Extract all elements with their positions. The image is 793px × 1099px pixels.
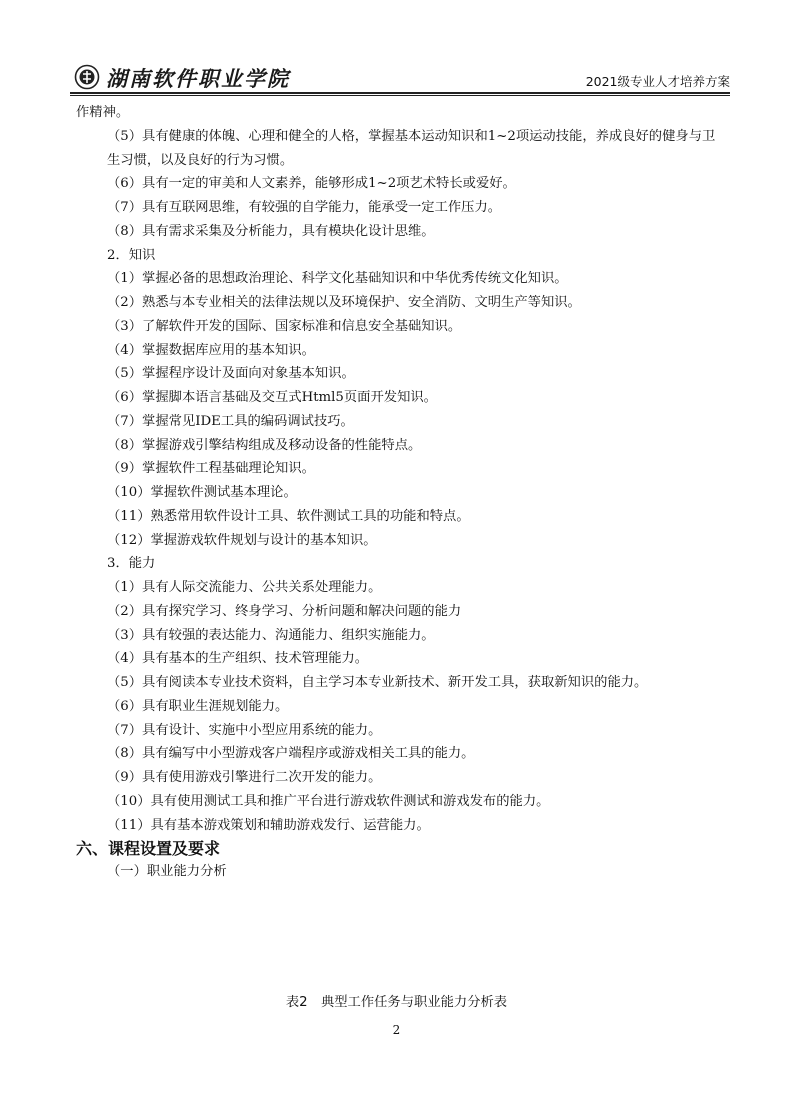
ability-item: （10）具有使用测试工具和推广平台进行游戏软件测试和游戏发布的能力。 (107, 793, 550, 809)
subsection-heading: （一）职业能力分析 (107, 864, 227, 880)
table-caption: 表2 典型工作任务与职业能力分析表 (285, 995, 508, 1010)
ability-item: （8）具有编写中小型游戏客户端程序或游戏相关工具的能力。 (107, 746, 475, 762)
ability-item: （5）具有阅读本专业技术资料，自主学习本专业新技术、新开发工具，获取新知识的能力。 (107, 675, 648, 690)
page-number: 2 (392, 1023, 401, 1037)
paragraph-continuation: 作精神。 (76, 105, 130, 120)
header-rule-thin (70, 95, 730, 96)
quality-item: （8）具有需求采集及分析能力，具有模块化设计思维。 (107, 223, 435, 239)
knowledge-item: （8）掌握游戏引擎结构组成及移动设备的性能特点。 (107, 437, 422, 453)
quality-item: （6）具有一定的审美和人文素养，能够形成1~2项艺术特长或爱好。 (107, 176, 516, 192)
ability-item: （9）具有使用游戏引擎进行二次开发的能力。 (107, 770, 382, 785)
ability-item: （11）具有基本游戏策划和辅助游戏发行、运营能力。 (107, 817, 430, 833)
ability-item: （7）具有设计、实施中小型应用系统的能力。 (107, 722, 382, 738)
knowledge-item: （5）掌握程序设计及面向对象基本知识。 (107, 366, 355, 382)
school-name: 湖南软件职业学院 (106, 66, 290, 91)
page-body (76, 101, 726, 884)
page-header (70, 62, 730, 96)
quality-item: （7）具有互联网思维，有较强的自学能力，能承受一定工作压力。 (107, 200, 502, 215)
knowledge-item: （12）掌握游戏软件规划与设计的基本知识。 (107, 532, 377, 548)
knowledge-item: （1）掌握必备的思想政治理论、科学文化基础知识和中华优秀传统文化知识。 (107, 271, 568, 287)
ability-heading: 3．能力 (107, 556, 156, 572)
knowledge-item: （2）熟悉与本专业相关的法律法规以及环境保护、安全消防、文明生产等知识。 (107, 295, 581, 310)
header-rule (70, 92, 730, 94)
knowledge-item: （11）熟悉常用软件设计工具、软件测试工具的功能和特点。 (107, 508, 470, 524)
knowledge-item: （9）掌握软件工程基础理论知识。 (107, 461, 315, 477)
section-heading: 六、课程设置及要求 (76, 839, 221, 859)
knowledge-item: （6）掌握脚本语言基础及交互式Html5页面开发知识。 (107, 390, 437, 405)
quality-item: （5）具有健康的体魄、心理和健全的人格，掌握基本运动知识和1~2项运动技能，养成良好的健身与卫生习惯，以及良好的行为习惯。 (107, 128, 716, 168)
header-doc-title: 2021级专业人才培养方案 (585, 74, 730, 89)
knowledge-item: （10）掌握软件测试基本理论。 (107, 485, 297, 500)
ability-item: （4）具有基本的生产组织、技术管理能力。 (107, 651, 369, 667)
knowledge-item: （3）了解软件开发的国际、国家标准和信息安全基础知识。 (107, 318, 462, 334)
ability-item: （1）具有人际交流能力、公共关系处理能力。 (107, 580, 382, 595)
ability-item: （6）具有职业生涯规划能力。 (107, 698, 289, 714)
ability-item: （2）具有探究学习、终身学习、分析问题和解决问题的能力 (107, 603, 462, 619)
knowledge-heading: 2．知识 (107, 247, 156, 263)
knowledge-item: （7）掌握常见IDE工具的编码调试技巧。 (107, 413, 354, 429)
ability-item: （3）具有较强的表达能力、沟通能力、组织实施能力。 (107, 627, 435, 643)
school-logo-icon (74, 64, 100, 90)
knowledge-item: （4）掌握数据库应用的基本知识。 (107, 342, 315, 358)
